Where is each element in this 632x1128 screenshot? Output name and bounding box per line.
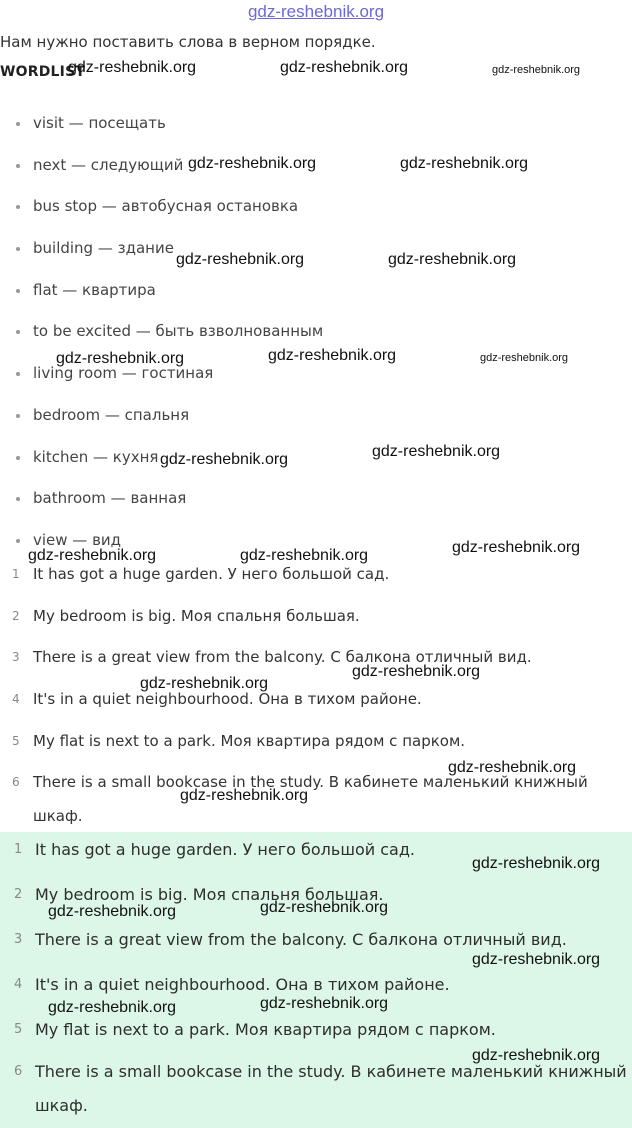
watermark: gdz-reshebnik.org [48,903,177,920]
watermark: gdz-reshebnik.org [448,759,577,776]
watermark: gdz-reshebnik.org [176,251,305,268]
sentence-number: 3 [12,650,20,665]
sentence-number: 4 [12,692,20,707]
list-item: visit — посещать [0,103,632,145]
sentence-text: My bedroom is big. Моя спальня большая. [33,606,360,625]
list-item: bedroom — спальня [0,395,632,437]
answer-text: There is a great view from the balcony. С балкона отличный вид. [35,930,567,949]
intro-text: Нам нужно поставить слова в верном порядке. [0,33,376,51]
answer-text: My bedroom is big. Моя спальня большая. [35,885,384,904]
answer-number: 4 [14,977,23,992]
watermark: gdz-reshebnik.org [492,64,581,76]
answer-text: It's in a quiet neighbourhood. Она в тихом районе. [35,975,450,994]
list-item: view — вид [0,520,632,562]
watermark: gdz-reshebnik.org [188,155,317,172]
list-item: bus stop — автобусная остановка [0,186,632,228]
answer-item [0,1055,632,1125]
watermark: gdz-reshebnik.org [56,350,185,367]
answer-number: 5 [14,1022,23,1037]
sentence-number: 6 [12,775,20,790]
watermark: gdz-reshebnik.org [352,663,481,680]
watermark: gdz-reshebnik.org [140,675,269,692]
answer-text: It has got a huge garden. У него большой сад. [35,840,415,859]
answer-number: 6 [14,1064,23,1079]
sentence-number: 1 [12,567,20,581]
sentence-text: My flat is next to a park. Моя квартира рядом с парком. [33,731,466,750]
sentence-text: It has got a huge garden. У него большой сад. [33,565,390,583]
watermark: gdz-reshebnik.org [268,347,397,364]
watermark: gdz-reshebnik.org [68,59,197,76]
sentence-text: There is a great view from the balcony. С балкона отличный вид. [33,648,532,667]
sentence-list [0,557,632,833]
watermark: gdz-reshebnik.org [260,995,389,1012]
list-item: flat — квартира [0,270,632,312]
list-item: living room — гостиная [0,353,632,395]
answer-text: There is a small bookcase in the study. В кабинете маленький книжный шкаф. [35,1062,627,1115]
sentence-item [0,640,632,682]
watermark: gdz-reshebnik.org [280,59,409,76]
answer-list [0,830,632,1125]
watermark: gdz-reshebnik.org [240,547,369,564]
sentence-text: There is a small bookcase in the study. В кабинете маленький книжный шкаф. [33,773,588,826]
sentence-item [0,599,632,641]
list-item: kitchen — кухня [0,437,632,479]
watermark: gdz-reshebnik.org [28,547,157,564]
list-item: next — следующий [0,145,632,187]
answer-text: My flat is next to a park. Моя квартира рядом с парком. [35,1020,496,1039]
watermark: gdz-reshebnik.org [472,855,601,872]
list-item: to be excited — быть взволнованным [0,311,632,353]
watermark: gdz-reshebnik.org [400,155,529,172]
wordlist-heading: WORDLIST [0,64,86,80]
sentence-item [0,682,632,724]
list-item: bathroom — ванная [0,478,632,520]
sentence-number: 2 [12,608,20,623]
sentence-text: It's in a quiet neighbourhood. Она в тихом районе. [33,690,422,709]
sentence-number: 5 [12,733,20,748]
answer-number: 3 [14,932,23,947]
watermark: gdz-reshebnik.org [180,787,309,804]
watermark: gdz-reshebnik.org [260,899,389,916]
answer-number: 2 [14,887,23,902]
answer-number: 1 [14,842,23,857]
list-item: building — здание [0,228,632,270]
watermark: gdz-reshebnik.org [388,251,517,268]
watermark: gdz-reshebnik.org [452,539,581,556]
watermark: gdz-reshebnik.org [472,951,601,968]
watermark: gdz-reshebnik.org [480,352,569,364]
watermark: gdz-reshebnik.org [472,1047,601,1064]
watermark: gdz-reshebnik.org [160,451,289,468]
site-title-link[interactable]: gdz-reshebnik.org [247,2,385,21]
watermark: gdz-reshebnik.org [48,999,177,1016]
watermark: gdz-reshebnik.org [372,443,501,460]
